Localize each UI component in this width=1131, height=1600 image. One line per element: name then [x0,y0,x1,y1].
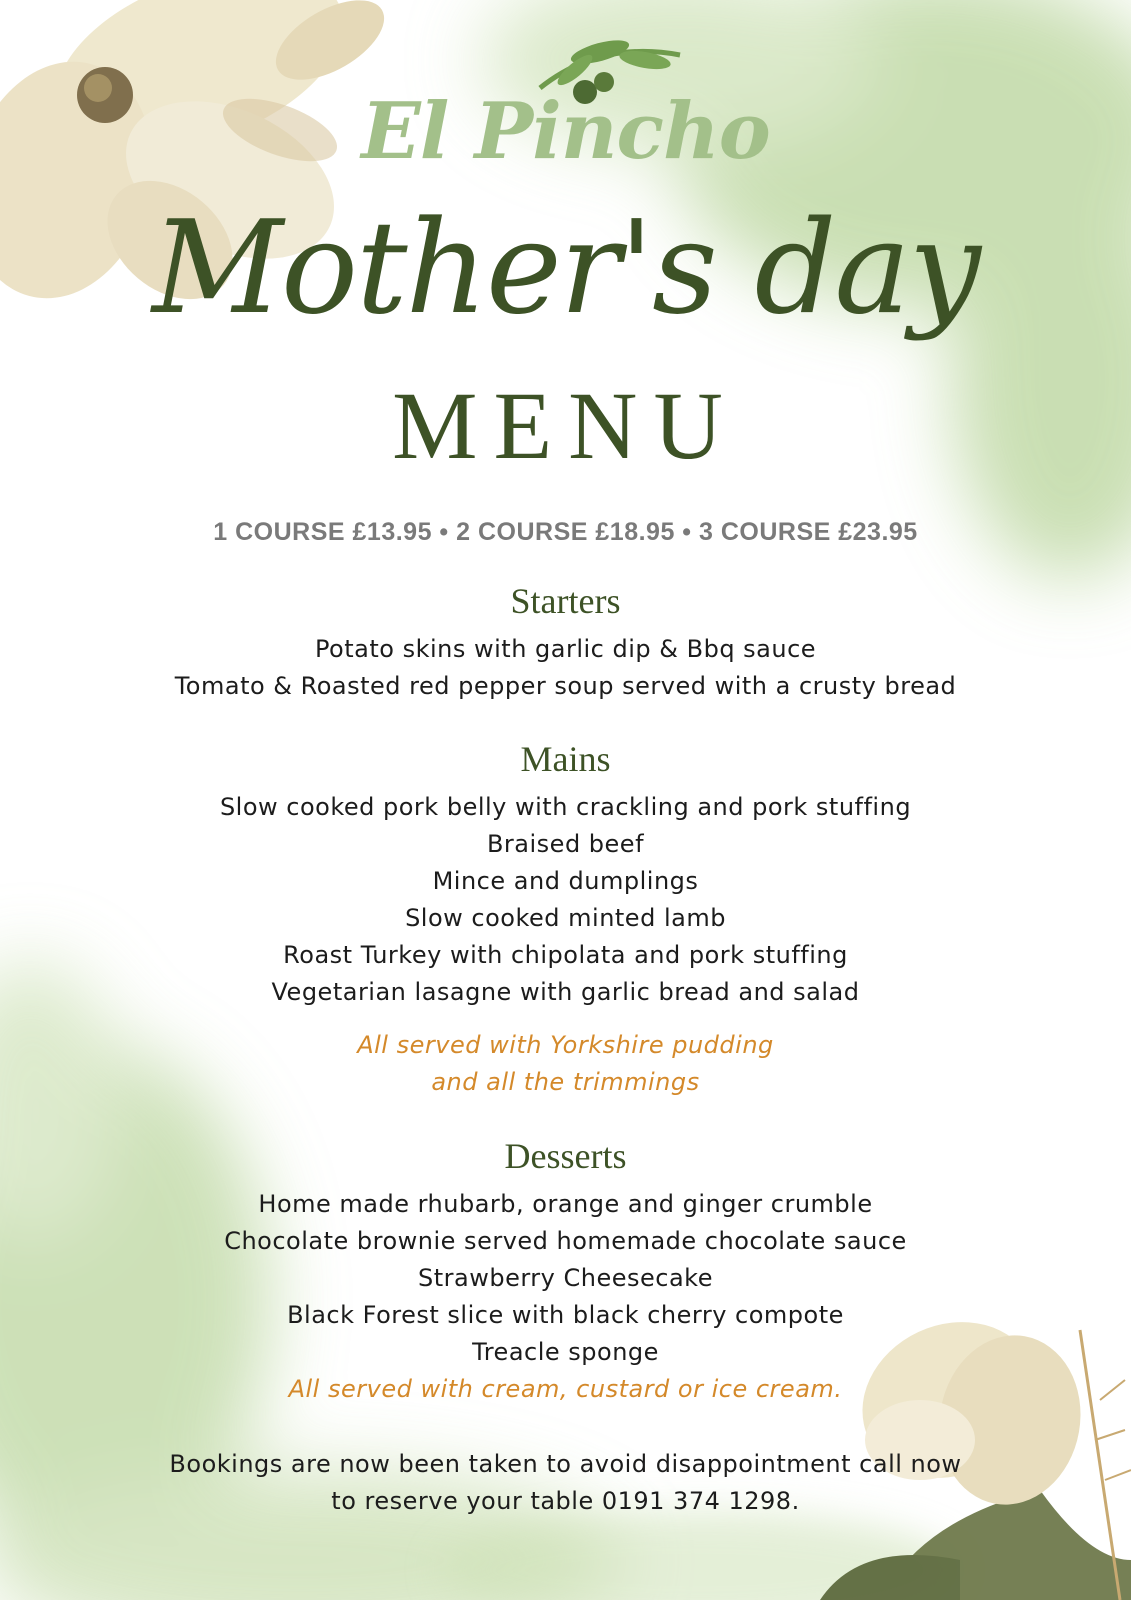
price-line: 1 COURSE £13.95 • 2 COURSE £18.95 • 3 COURSE £23.95 [213,518,918,546]
list-item: Strawberry Cheesecake [418,1264,713,1292]
list-item: Tomato & Roasted red pepper soup served with a crusty bread [174,672,957,700]
booking-line: Bookings are now been taken to avoid disappointment call now [169,1450,962,1478]
brand-logo-text: El Pincho [361,86,770,177]
list-item: Slow cooked minted lamb [405,904,726,932]
booking-info [0,1446,1131,1520]
desserts-list [0,1186,1131,1408]
list-item: Potato skins with garlic dip & Bbq sauce [314,635,817,663]
list-item: Roast Turkey with chipolata and pork stuffing [283,941,848,969]
title-script: Mother's day [151,194,980,343]
list-item: Slow cooked pork belly with crackling and pork stuffing [219,793,912,821]
desserts-heading: Desserts [504,1136,627,1176]
desserts-note: All served with cream, custard or ice cream. [288,1375,843,1403]
list-item: Black Forest slice with black cherry compote [287,1301,844,1329]
title-menu: MENU [392,372,739,479]
mains-list [0,789,1131,1011]
booking-line: to reserve your table 0191 374 1298. [331,1487,800,1515]
list-item: Chocolate brownie served homemade chocolate sauce [224,1227,907,1255]
list-item: Mince and dumplings [432,867,699,895]
list-item: Treacle sponge [472,1338,659,1366]
mains-note-line: and all the trimmings [431,1068,700,1096]
mains-heading: Mains [520,739,611,779]
list-item: Braised beef [486,830,645,858]
mains-note [0,1027,1131,1101]
list-item: Vegetarian lasagne with garlic bread and salad [271,978,860,1006]
starters-list [0,631,1131,705]
starters-heading: Starters [510,581,621,621]
list-item: Home made rhubarb, orange and ginger crumble [258,1190,873,1218]
mains-note-line: All served with Yorkshire pudding [357,1031,774,1059]
